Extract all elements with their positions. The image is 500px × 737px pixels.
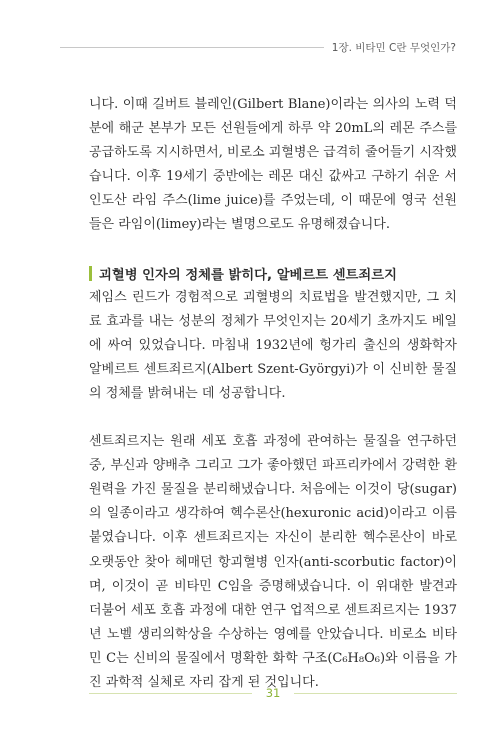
paragraph-3: 센트죄르지는 원래 세포 호흡 과정에 관여하는 물질을 연구하던 중, 부신과 양배추 그리고 그가 좋아했던 파프리카에서 강력한 환원력을 가진 물질을 분리해냈습니다. 처음에는 이것이 당(sugar)의 일종이라고 생각하여 헥수론산(hexuronic acid)이라고 이름 붙였습니다. 이후 센트죄르지는 자신이 분리한 헥수론산이 바로 오랫동안 찾아 헤매던 항괴혈병 인자(anti-scorbutic factor)이며, 이것이 곧 비타민 C임을 증명해냈습니다. 이 위대한 발견과 더불어 세포 호흡 과정에 대한 연구 업적으로 센트죄르지는 1937년 노벨 생리의학상을 수상하는 영예를 안았습니다. 비로소 비타민 C는 신비의 물질에서 명확한 화학 구조(C₆H₈O₆)와 이름을 가진 과학적 실체로 자리 잡게 된 것입니다. bbox=[89, 434, 457, 690]
footer-rule-right bbox=[294, 693, 457, 694]
section-heading-text: 괴혈병 인자의 정체를 밝히다, 알베르트 센트죄르지 bbox=[99, 268, 397, 284]
chapter-title: 1장. 비타민 C란 무엇인가? bbox=[331, 42, 456, 54]
page-body bbox=[89, 93, 457, 695]
running-header bbox=[60, 40, 456, 55]
paragraph-2: 제임스 린드가 경험적으로 괴혈병의 치료법을 발견했지만, 그 치료 효과를 내는 성분의 정체가 무엇인지는 20세기 초까지도 베일에 싸여 있었습니다. 마침내 1932년에 헝가리 출신의 생화학자 알베르트 센트죄르지(Albert Szent-Györgyi)가 이 신비한 물질의 정체를 밝혀내는 데 성공합니다. bbox=[89, 289, 457, 401]
section-heading bbox=[89, 262, 457, 286]
paragraph-1: 니다. 이때 길버트 블레인(Gilbert Blane)이라는 의사의 노력 덕분에 해군 본부가 모든 선원들에게 하루 약 20mL의 레몬 주스를 공급하도록 지시하면서, 비로소 괴혈병은 급격히 줄어들기 시작했습니다. 이후 19세기 중반에는 레몬 대신 값싸고 구하기 쉬운 서인도산 라임 주스(lime juice)를 주었는데, 이 때문에 영국 선원들은 라임이(limey)라는 별명으로도 유명해졌습니다. bbox=[89, 97, 457, 233]
page-number: 31 bbox=[265, 686, 281, 700]
page-footer bbox=[89, 686, 457, 700]
footer-rule-left bbox=[89, 693, 252, 694]
header-rule bbox=[60, 47, 324, 48]
heading-accent-bar bbox=[89, 266, 92, 281]
